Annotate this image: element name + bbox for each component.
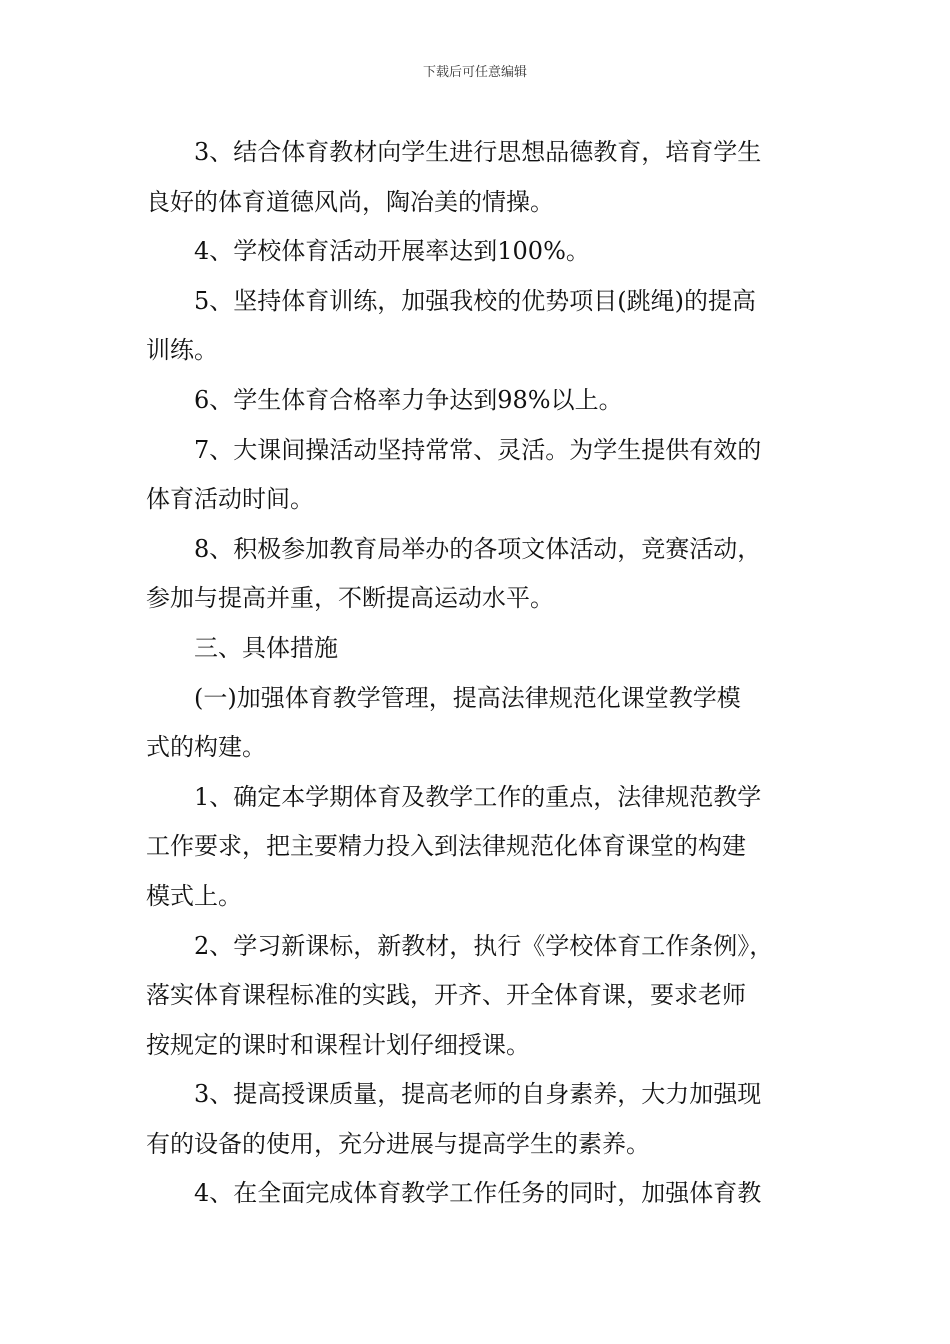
paragraph-goal-6: 6、学生体育合格率力争达到98%以上。 xyxy=(146,385,623,414)
paragraph-measure-2: 2、学习新课标，新教材，执行《学校体育工作条例》， 落实体育课程标准的实践，开齐、开全体育课，要求老师 按规定的课时和课程计划仔细授课。 xyxy=(146,931,774,1059)
paragraph-goal-5: 5、坚持体育训练，加强我校的优势项目(跳绳)的提高 训练。 xyxy=(146,286,756,365)
section-heading-measures: 三、具体措施 xyxy=(146,633,338,662)
paragraph-measure-3: 3、提高授课质量，提高老师的自身素养，大力加强现 有的设备的使用，充分进展与提高学生的素养。 xyxy=(146,1080,762,1158)
paragraph-measure-1: 1、确定本学期体育及教学工作的重点，法律规范教学 工作要求，把主要精力投入到法律规范化体育课堂的构建 模式上。 xyxy=(146,782,762,910)
paragraph-goal-7: 7、大课间操活动坚持常常、灵活。为学生提供有效的 体育活动时间。 xyxy=(146,435,762,514)
page-header: 下载后可任意编辑 xyxy=(422,65,527,80)
subsection-heading-1: (一)加强体育教学管理，提高法律规范化课堂教学模 式的构建。 xyxy=(146,683,741,762)
paragraph-goal-8: 8、积极参加教育局举办的各项文体活动，竞赛活动， 参加与提高并重，不断提高运动水平。 xyxy=(146,534,762,613)
paragraph-measure-4: 4、在全面完成体育教学工作任务的同时，加强体育教 xyxy=(146,1179,762,1208)
document-body xyxy=(146,128,810,1219)
paragraph-goal-4: 4、学校体育活动开展率达到100%。 xyxy=(146,237,590,266)
paragraph-goal-3: 3、结合体育教材向学生进行思想品德教育，培育学生 良好的体育道德风尚，陶冶美的情操。 xyxy=(146,138,762,216)
